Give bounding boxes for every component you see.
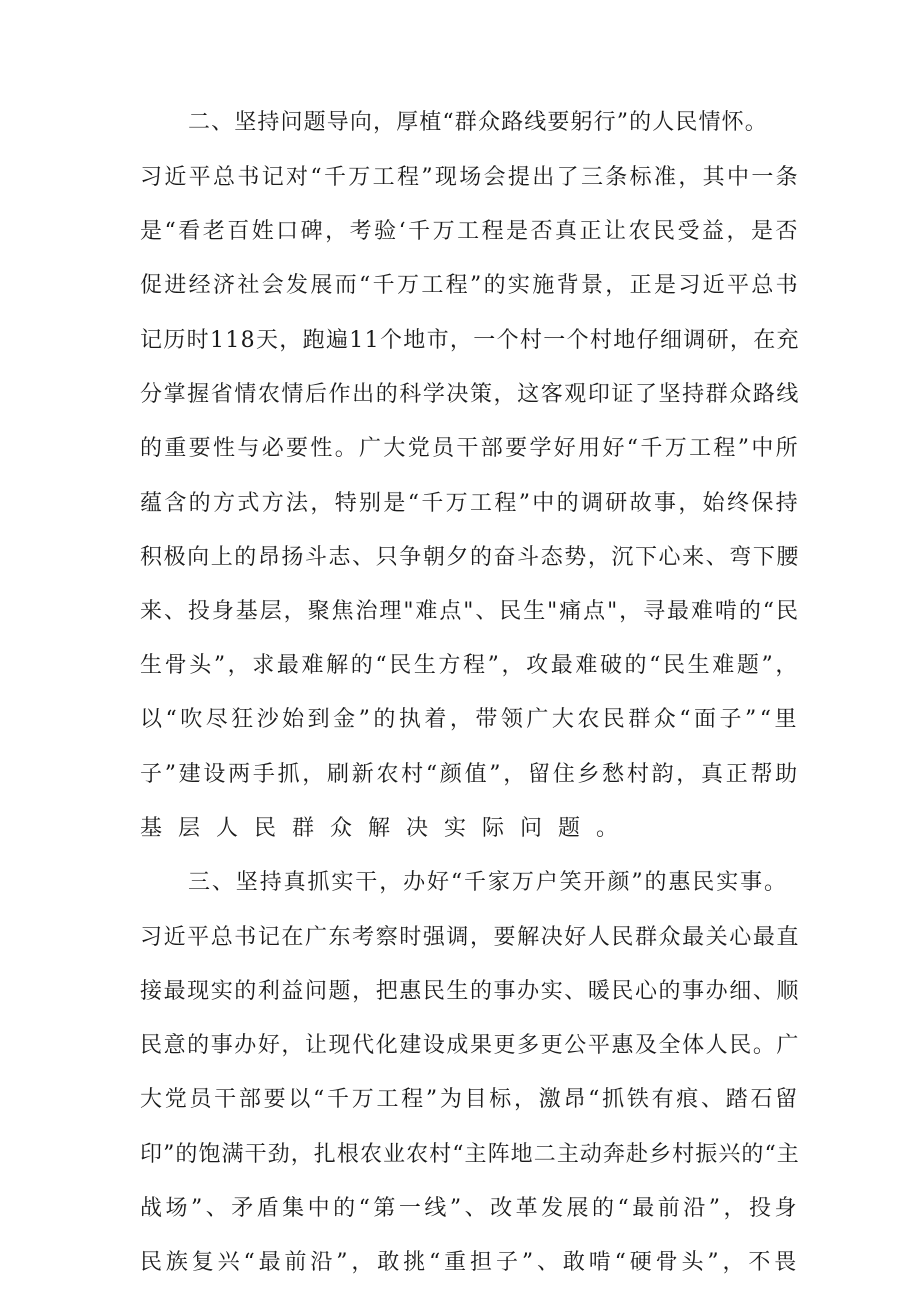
text-line: 民族复兴“最前沿”，敢挑“重担子”、敢啃“硬骨头”，不畏	[140, 1250, 801, 1275]
text-line: 三、坚持真抓实干，办好“千家万户笑开颜”的惠民实事。	[188, 870, 788, 895]
text-line: 民意的事办好，让现代化建设成果更多更公平惠及全体人民。广	[140, 1033, 800, 1058]
text-line: 积极向上的昂扬斗志、只争朝夕的奋斗态势，沉下心来、弯下腰	[140, 545, 800, 570]
text-line: 分掌握省情农情后作出的科学决策，这客观印证了坚持群众路线	[140, 382, 800, 407]
text-line: 来、投身基层，聚焦治理"难点"、民生"痛点"，寻最难啃的“民	[140, 599, 800, 624]
text-line: 促进经济社会发展而“千万工程”的实施背景，正是习近平总书	[140, 273, 801, 298]
text-line: 以“吹尽狂沙始到金”的执着，带领广大农民群众“面子”“里	[140, 707, 800, 732]
text-line: 印”的饱满干劲，扎根农业农村“主阵地二主动奔赴乡村振兴的“主	[140, 1142, 800, 1167]
text-line: 习近平总书记在广东考察时强调，要解决好人民群众最关心最直	[140, 925, 800, 950]
text-line: 蕴含的方式方法，特别是“千万工程”中的调研故事，始终保持	[140, 491, 801, 516]
text-line: 习近平总书记对“千万工程”现场会提出了三条标准，其中一条	[140, 165, 801, 190]
text-line: 是“看老百姓口碑，考验‘千万工程是否真正让农民受益，是否	[140, 219, 800, 244]
text-line: 二、坚持问题导向，厚植“群众路线要躬行”的人民情怀。	[188, 110, 768, 135]
text-line: 子”建设两手抓，刷新农村“颜值”，留住乡愁村韵，真正帮助	[140, 762, 800, 787]
text-line: 接最现实的利益问题，把惠民生的事办实、暖民心的事办细、顺	[140, 979, 800, 1004]
text-line: 基层人民群众解决实际问题。	[140, 816, 635, 841]
text-line: 战场”、矛盾集中的“第一线”、改革发展的“最前沿”，投身	[140, 1196, 800, 1221]
text-line: 记历时118天，跑遍11个地市，一个村一个村地仔细调研，在充	[140, 328, 800, 353]
text-line: 大党员干部要以“千万工程”为目标，激昂“抓铁有痕、踏石留	[140, 1087, 800, 1112]
text-line: 生骨头”，求最难解的“民生方程”，攻最难破的“民生难题”，	[140, 653, 800, 678]
text-line: 的重要性与必要性。广大党员干部要学好用好“千万工程”中所	[140, 436, 801, 461]
